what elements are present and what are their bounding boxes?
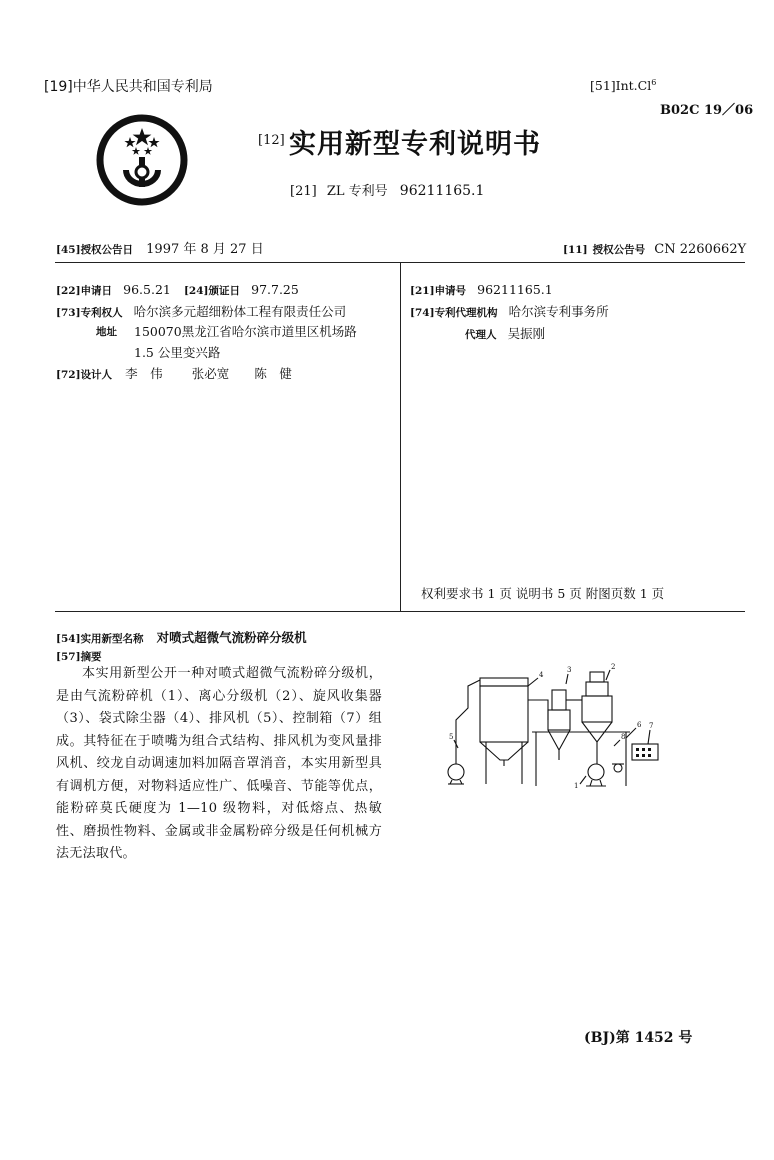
pages-summary: 权利要求书 1 页 说明书 5 页 附图页数 1 页 bbox=[421, 586, 665, 601]
office-name: [19]中华人民共和国专利局 bbox=[44, 79, 213, 95]
intcl-code: B02C 19／06 bbox=[660, 103, 754, 118]
patent-no-value: 96211165.1 bbox=[399, 183, 485, 199]
app-date-value: 96.5.21 bbox=[123, 282, 171, 297]
callout-3: 3 bbox=[567, 666, 572, 674]
abstract-heading bbox=[56, 645, 102, 664]
designer-name-3: 陈 健 bbox=[254, 366, 292, 381]
callout-5: 5 bbox=[449, 733, 454, 741]
title-code: [54] bbox=[56, 633, 81, 645]
app-no-code: [21] bbox=[410, 285, 435, 297]
application-number-line bbox=[410, 279, 553, 298]
cert-date-code: [24] bbox=[183, 285, 209, 297]
holder-label: 专利权人 bbox=[80, 307, 123, 319]
doc-type-code: [12] bbox=[258, 133, 285, 148]
callout-1: 1 bbox=[574, 782, 579, 790]
cert-date-value: 97.7.25 bbox=[251, 282, 299, 297]
designer-label: 设计人 bbox=[80, 369, 113, 381]
application-date-line bbox=[56, 279, 299, 298]
utility-model-title-line bbox=[56, 627, 307, 646]
holder-code: [73] bbox=[56, 307, 81, 319]
grant-number-line bbox=[563, 238, 746, 257]
agent-line bbox=[465, 323, 545, 342]
grant-date-label: 授权公告日 bbox=[80, 244, 134, 256]
abstract-text: 本实用新型公开一种对喷式超微气流粉碎分级机，是由气流粉碎机（1）、离心分级机（2）、旋风收集器（3）、袋式除尘器（4）、排风机（5）、控制箱（7）组成。其特征在于喷嘴为组合式结构、排风机为变风量排风机、绞龙自动调速加料加隔音罩消音，本实用新型具有调机方便，对物料适应性广、低噪音、节能等优点，能粉碎莫氏硬度为 1—10 级物料，对低熔点、热敏性、磨损性物料、金属或非金属粉碎分级是任何机械方法无法取代。 bbox=[56, 666, 382, 861]
apparatus-schematic-figure bbox=[436, 660, 672, 796]
agent-label: 代理人 bbox=[465, 329, 497, 341]
rule-bottom bbox=[55, 611, 745, 612]
title-text: 对喷式超微气流粉碎分级机 bbox=[156, 630, 307, 645]
app-date-code: [22] bbox=[56, 285, 81, 297]
grant-no-label: 授权公告号 bbox=[592, 244, 646, 256]
callout-7: 7 bbox=[649, 722, 654, 730]
abstract-label: 摘要 bbox=[80, 651, 102, 663]
abstract-code: [57] bbox=[56, 651, 81, 663]
designer-line bbox=[56, 363, 292, 382]
address-line-1: 150070黑龙江省哈尔滨市道里区机场路 bbox=[134, 324, 357, 339]
callout-4: 4 bbox=[539, 671, 544, 679]
grant-date-line bbox=[56, 238, 264, 257]
app-date-label: 申请日 bbox=[80, 285, 113, 297]
intcl-label-text: [51]Int.Cl bbox=[590, 78, 652, 94]
patent-no-code: [21] bbox=[290, 184, 317, 199]
patent-no-label: ZL 专利号 bbox=[326, 184, 388, 199]
grant-date-value: 1997 年 8 月 27 日 bbox=[146, 242, 264, 257]
grant-no-code: [11] bbox=[563, 244, 588, 256]
holder-value: 哈尔滨多元超细粉体工程有限责任公司 bbox=[133, 304, 347, 319]
agency-label: 专利代理机构 bbox=[434, 307, 498, 319]
agency-line bbox=[410, 301, 609, 320]
footer-number: (BJ)第 1452 号 bbox=[584, 1030, 693, 1046]
patentee-line bbox=[56, 301, 346, 320]
designer-name-2: 张必宽 bbox=[191, 366, 230, 381]
intcl-superscript: 6 bbox=[651, 78, 657, 87]
callout-8: 8 bbox=[621, 733, 626, 741]
agency-code: [74] bbox=[410, 307, 435, 319]
address-line-2: 1.5 公里变兴路 bbox=[134, 345, 221, 360]
doc-type-title: 实用新型专利说明书 bbox=[289, 129, 541, 160]
designer-code: [72] bbox=[56, 369, 81, 381]
address-label: 地址 bbox=[96, 326, 117, 338]
app-no-value: 96211165.1 bbox=[477, 282, 553, 297]
patent-number-line bbox=[290, 180, 484, 199]
callout-6: 6 bbox=[637, 721, 642, 729]
agent-value: 吴振刚 bbox=[507, 326, 546, 341]
designer-name-1: 李 伟 bbox=[125, 366, 163, 381]
callout-2: 2 bbox=[611, 663, 616, 671]
patent-office-emblem bbox=[96, 114, 188, 206]
intcl-label bbox=[590, 78, 656, 93]
grant-no-value: CN 2260662Y bbox=[654, 242, 747, 257]
column-divider bbox=[400, 262, 401, 611]
agency-value: 哈尔滨专利事务所 bbox=[508, 304, 609, 319]
cert-date-label: 颁证日 bbox=[208, 285, 241, 297]
app-no-label: 申请号 bbox=[434, 285, 467, 297]
grant-date-code: [45] bbox=[56, 244, 81, 256]
title-label: 实用新型名称 bbox=[80, 633, 144, 645]
